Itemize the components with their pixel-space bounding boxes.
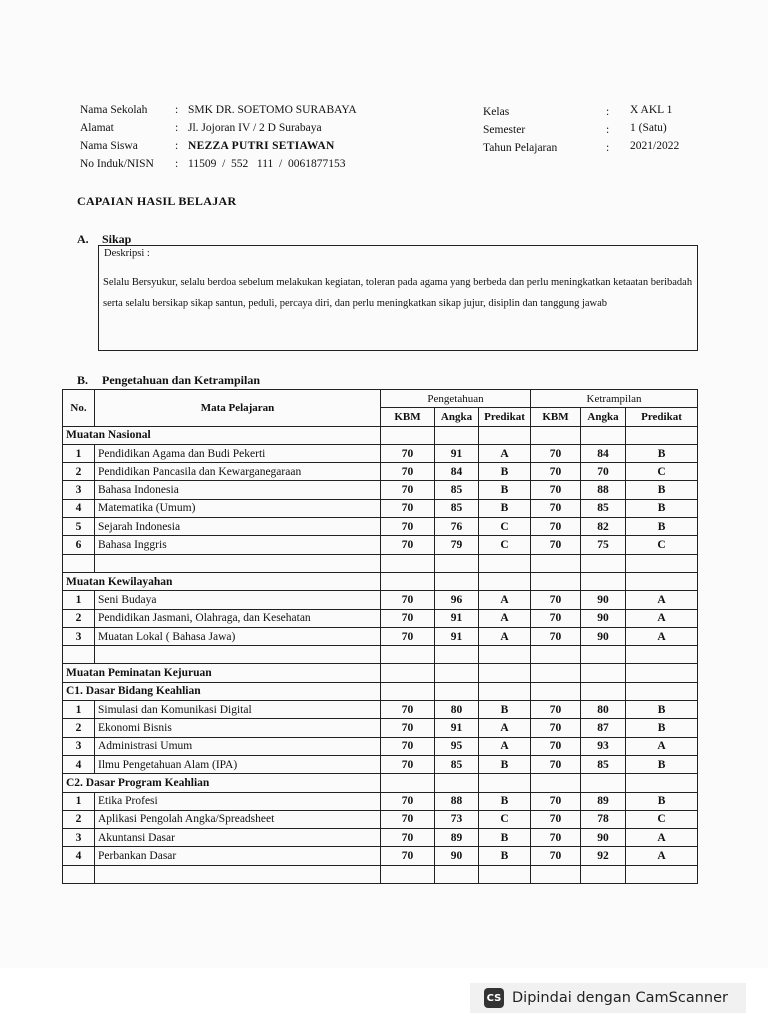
table-row bbox=[63, 499, 698, 517]
empty-cell bbox=[581, 664, 626, 682]
pengetahuan-predikat: B bbox=[479, 829, 531, 847]
empty-cell bbox=[95, 646, 381, 664]
empty-cell bbox=[435, 646, 479, 664]
row-number: 1 bbox=[63, 591, 95, 609]
empty-cell bbox=[381, 426, 435, 444]
pengetahuan-kbm: 70 bbox=[381, 518, 435, 536]
camscanner-icon: CS bbox=[484, 988, 504, 1008]
subject-name: Bahasa Indonesia bbox=[95, 481, 381, 499]
ketrampilan-kbm: 70 bbox=[531, 499, 581, 517]
subject-name: Etika Profesi bbox=[95, 792, 381, 810]
empty-cell bbox=[435, 664, 479, 682]
subject-name: Administrasi Umum bbox=[95, 737, 381, 755]
subject-name: Perbankan Dasar bbox=[95, 847, 381, 865]
description-text: Selalu Bersyukur, selalu berdoa sebelum melakukan kegiatan, toleran pada agama yang berbeda dan perlu meningkatkan ketaatan beribadah serta selalu bersikap sikap santun, peduli, percaya diri, dan perlu meningkatkan sikap jujur, disiplin dan tanggung jawab bbox=[103, 277, 693, 309]
ketrampilan-angka: 89 bbox=[581, 792, 626, 810]
pengetahuan-kbm: 70 bbox=[381, 536, 435, 554]
row-number: 3 bbox=[63, 627, 95, 645]
empty-cell bbox=[381, 865, 435, 883]
spacer-row bbox=[63, 865, 698, 883]
empty-cell bbox=[626, 682, 698, 700]
pengetahuan-kbm: 70 bbox=[381, 829, 435, 847]
ketrampilan-angka: 85 bbox=[581, 755, 626, 773]
table-row bbox=[63, 444, 698, 462]
pengetahuan-angka: 91 bbox=[435, 609, 479, 627]
subject-name: Pendidikan Jasmani, Olahraga, dan Kesehatan bbox=[95, 609, 381, 627]
ketrampilan-kbm: 70 bbox=[531, 719, 581, 737]
ketrampilan-predikat: A bbox=[626, 591, 698, 609]
ketrampilan-angka: 90 bbox=[581, 627, 626, 645]
empty-cell bbox=[381, 554, 435, 572]
ketrampilan-angka: 75 bbox=[581, 536, 626, 554]
pengetahuan-angka: 90 bbox=[435, 847, 479, 865]
student-info-right bbox=[483, 106, 713, 162]
table-row bbox=[63, 463, 698, 481]
ketrampilan-angka: 84 bbox=[581, 444, 626, 462]
empty-cell bbox=[95, 554, 381, 572]
pengetahuan-angka: 76 bbox=[435, 518, 479, 536]
ketrampilan-kbm: 70 bbox=[531, 536, 581, 554]
ketrampilan-angka: 78 bbox=[581, 810, 626, 828]
ketrampilan-kbm: 70 bbox=[531, 444, 581, 462]
empty-cell bbox=[381, 572, 435, 590]
empty-cell bbox=[381, 646, 435, 664]
empty-cell bbox=[479, 664, 531, 682]
pengetahuan-predikat: B bbox=[479, 755, 531, 773]
row-number: 1 bbox=[63, 701, 95, 719]
empty-cell bbox=[479, 646, 531, 664]
pengetahuan-angka: 80 bbox=[435, 701, 479, 719]
pengetahuan-predikat: B bbox=[479, 463, 531, 481]
empty-cell bbox=[435, 554, 479, 572]
category-row bbox=[63, 774, 698, 792]
row-number: 2 bbox=[63, 719, 95, 737]
empty-cell bbox=[581, 865, 626, 883]
empty-cell bbox=[531, 865, 581, 883]
spacer-row bbox=[63, 646, 698, 664]
sikap-description-box bbox=[98, 245, 698, 351]
ketrampilan-kbm: 70 bbox=[531, 810, 581, 828]
category-title: Muatan Peminatan Kejuruan bbox=[63, 664, 381, 682]
category-row bbox=[63, 682, 698, 700]
ketrampilan-angka: 88 bbox=[581, 481, 626, 499]
empty-cell bbox=[95, 865, 381, 883]
row-number: 1 bbox=[63, 444, 95, 462]
category-title: C2. Dasar Program Keahlian bbox=[63, 774, 381, 792]
camscanner-watermark bbox=[470, 983, 746, 1013]
ketrampilan-predikat: B bbox=[626, 792, 698, 810]
pengetahuan-predikat: A bbox=[479, 591, 531, 609]
empty-cell bbox=[581, 774, 626, 792]
student-info-left bbox=[80, 104, 420, 174]
table-row bbox=[63, 847, 698, 865]
category-row bbox=[63, 664, 698, 682]
empty-cell bbox=[531, 664, 581, 682]
separator: : bbox=[606, 124, 610, 136]
pengetahuan-predikat: A bbox=[479, 719, 531, 737]
header-no: No. bbox=[63, 390, 95, 427]
empty-cell bbox=[435, 682, 479, 700]
subject-name: Akuntansi Dasar bbox=[95, 829, 381, 847]
ketrampilan-predikat: B bbox=[626, 518, 698, 536]
label-no-induk: No Induk/NISN bbox=[80, 158, 154, 170]
value-alamat: Jl. Jojoran IV / 2 D Surabaya bbox=[188, 122, 322, 134]
spacer-row bbox=[63, 554, 698, 572]
pengetahuan-predikat: A bbox=[479, 737, 531, 755]
camscanner-text: Dipindai dengan CamScanner bbox=[512, 990, 729, 1006]
empty-cell bbox=[626, 646, 698, 664]
ketrampilan-kbm: 70 bbox=[531, 847, 581, 865]
empty-cell bbox=[626, 865, 698, 883]
table-row bbox=[63, 755, 698, 773]
value-nama-siswa: NEZZA PUTRI SETIAWAN bbox=[188, 140, 335, 152]
pengetahuan-kbm: 70 bbox=[381, 847, 435, 865]
ketrampilan-predikat: B bbox=[626, 481, 698, 499]
pengetahuan-kbm: 70 bbox=[381, 755, 435, 773]
value-tahun-pelajaran: 2021/2022 bbox=[630, 140, 680, 152]
category-row bbox=[63, 426, 698, 444]
row-number: 4 bbox=[63, 847, 95, 865]
pengetahuan-kbm: 70 bbox=[381, 737, 435, 755]
empty-cell bbox=[531, 774, 581, 792]
pengetahuan-kbm: 70 bbox=[381, 627, 435, 645]
row-number: 2 bbox=[63, 463, 95, 481]
row-number: 3 bbox=[63, 829, 95, 847]
grades-table bbox=[62, 389, 698, 884]
empty-cell bbox=[581, 682, 626, 700]
pengetahuan-angka: 96 bbox=[435, 591, 479, 609]
separator: : bbox=[606, 106, 610, 118]
label-nama-sekolah: Nama Sekolah bbox=[80, 104, 148, 116]
pengetahuan-kbm: 70 bbox=[381, 499, 435, 517]
ketrampilan-kbm: 70 bbox=[531, 701, 581, 719]
separator: : bbox=[606, 142, 610, 154]
pengetahuan-predikat: B bbox=[479, 481, 531, 499]
pengetahuan-kbm: 70 bbox=[381, 719, 435, 737]
section-b-heading bbox=[77, 373, 260, 388]
ketrampilan-predikat: B bbox=[626, 719, 698, 737]
ketrampilan-predikat: A bbox=[626, 627, 698, 645]
row-number: 5 bbox=[63, 518, 95, 536]
subject-name: Seni Budaya bbox=[95, 591, 381, 609]
ketrampilan-angka: 93 bbox=[581, 737, 626, 755]
ketrampilan-kbm: 70 bbox=[531, 737, 581, 755]
ketrampilan-predikat: B bbox=[626, 499, 698, 517]
ketrampilan-angka: 90 bbox=[581, 829, 626, 847]
pengetahuan-predikat: B bbox=[479, 792, 531, 810]
description-label: Deskripsi : bbox=[104, 248, 150, 259]
ketrampilan-kbm: 70 bbox=[531, 755, 581, 773]
pengetahuan-angka: 85 bbox=[435, 499, 479, 517]
row-number: 3 bbox=[63, 737, 95, 755]
empty-cell bbox=[435, 774, 479, 792]
empty-cell bbox=[479, 554, 531, 572]
empty-cell bbox=[581, 554, 626, 572]
empty-cell bbox=[381, 774, 435, 792]
section-a-title: Sikap bbox=[102, 232, 132, 246]
row-number: 2 bbox=[63, 609, 95, 627]
table-row bbox=[63, 737, 698, 755]
empty-cell bbox=[435, 865, 479, 883]
table-row bbox=[63, 627, 698, 645]
grades-table-body bbox=[63, 426, 698, 883]
section-b-number: B. bbox=[77, 373, 89, 387]
label-nama-siswa: Nama Siswa bbox=[80, 140, 138, 152]
value-no-induk: 11509 / 552 111 / 0061877153 bbox=[188, 158, 346, 170]
category-title: Muatan Kewilayahan bbox=[63, 572, 381, 590]
pengetahuan-kbm: 70 bbox=[381, 444, 435, 462]
ketrampilan-kbm: 70 bbox=[531, 829, 581, 847]
pengetahuan-predikat: C bbox=[479, 518, 531, 536]
ketrampilan-kbm: 70 bbox=[531, 627, 581, 645]
row-number: 4 bbox=[63, 499, 95, 517]
pengetahuan-predikat: A bbox=[479, 444, 531, 462]
ketrampilan-predikat: A bbox=[626, 609, 698, 627]
row-number: 3 bbox=[63, 481, 95, 499]
table-row bbox=[63, 591, 698, 609]
subject-name: Aplikasi Pengolah Angka/Spreadsheet bbox=[95, 810, 381, 828]
header-subject: Mata Pelajaran bbox=[95, 390, 381, 427]
subject-name: Sejarah Indonesia bbox=[95, 518, 381, 536]
table-row bbox=[63, 536, 698, 554]
empty-cell bbox=[626, 572, 698, 590]
header-k-kbm: KBM bbox=[531, 408, 581, 426]
row-number: 6 bbox=[63, 536, 95, 554]
empty-cell bbox=[531, 682, 581, 700]
empty-cell bbox=[581, 572, 626, 590]
header-p-kbm: KBM bbox=[381, 408, 435, 426]
ketrampilan-predikat: A bbox=[626, 737, 698, 755]
ketrampilan-predikat: A bbox=[626, 829, 698, 847]
label-alamat: Alamat bbox=[80, 122, 114, 134]
separator: : bbox=[175, 104, 179, 116]
separator: : bbox=[175, 158, 179, 170]
empty-cell bbox=[435, 572, 479, 590]
section-b-title: Pengetahuan dan Ketrampilan bbox=[102, 373, 261, 387]
pengetahuan-angka: 88 bbox=[435, 792, 479, 810]
row-number: 4 bbox=[63, 755, 95, 773]
pengetahuan-kbm: 70 bbox=[381, 591, 435, 609]
empty-cell bbox=[435, 426, 479, 444]
subject-name: Matematika (Umum) bbox=[95, 499, 381, 517]
empty-cell bbox=[581, 646, 626, 664]
pengetahuan-angka: 85 bbox=[435, 481, 479, 499]
ketrampilan-angka: 82 bbox=[581, 518, 626, 536]
pengetahuan-predikat: B bbox=[479, 499, 531, 517]
pengetahuan-predikat: A bbox=[479, 627, 531, 645]
table-row bbox=[63, 481, 698, 499]
pengetahuan-angka: 79 bbox=[435, 536, 479, 554]
ketrampilan-kbm: 70 bbox=[531, 591, 581, 609]
category-row bbox=[63, 572, 698, 590]
subject-name: Pendidikan Agama dan Budi Pekerti bbox=[95, 444, 381, 462]
empty-cell bbox=[479, 426, 531, 444]
subject-name: Bahasa Inggris bbox=[95, 536, 381, 554]
empty-cell bbox=[531, 426, 581, 444]
separator: : bbox=[175, 122, 179, 134]
pengetahuan-predikat: C bbox=[479, 810, 531, 828]
ketrampilan-kbm: 70 bbox=[531, 609, 581, 627]
empty-cell bbox=[626, 554, 698, 572]
ketrampilan-kbm: 70 bbox=[531, 518, 581, 536]
subject-name: Muatan Lokal ( Bahasa Jawa) bbox=[95, 627, 381, 645]
pengetahuan-kbm: 70 bbox=[381, 810, 435, 828]
table-row bbox=[63, 701, 698, 719]
empty-cell bbox=[63, 554, 95, 572]
pengetahuan-angka: 91 bbox=[435, 444, 479, 462]
value-kelas: X AKL 1 bbox=[630, 104, 673, 116]
page-title: CAPAIAN HASIL BELAJAR bbox=[77, 194, 237, 208]
pengetahuan-angka: 91 bbox=[435, 627, 479, 645]
separator: : bbox=[175, 140, 179, 152]
ketrampilan-angka: 80 bbox=[581, 701, 626, 719]
ketrampilan-predikat: A bbox=[626, 847, 698, 865]
table-row bbox=[63, 609, 698, 627]
ketrampilan-kbm: 70 bbox=[531, 481, 581, 499]
section-a-number: A. bbox=[77, 232, 89, 246]
ketrampilan-predikat: B bbox=[626, 701, 698, 719]
category-subtitle: C1. Dasar Bidang Keahlian bbox=[63, 682, 381, 700]
empty-cell bbox=[381, 682, 435, 700]
label-kelas: Kelas bbox=[483, 106, 510, 118]
empty-cell bbox=[581, 426, 626, 444]
ketrampilan-predikat: C bbox=[626, 536, 698, 554]
empty-cell bbox=[531, 572, 581, 590]
table-row bbox=[63, 792, 698, 810]
ketrampilan-predikat: C bbox=[626, 463, 698, 481]
subject-name: Pendidikan Pancasila dan Kewarganegaraan bbox=[95, 463, 381, 481]
label-tahun-pelajaran: Tahun Pelajaran bbox=[483, 142, 558, 154]
empty-cell bbox=[531, 554, 581, 572]
empty-cell bbox=[479, 865, 531, 883]
table-row bbox=[63, 829, 698, 847]
pengetahuan-kbm: 70 bbox=[381, 463, 435, 481]
header-ketrampilan: Ketrampilan bbox=[531, 390, 698, 408]
label-semester: Semester bbox=[483, 124, 526, 136]
ketrampilan-angka: 90 bbox=[581, 609, 626, 627]
pengetahuan-angka: 73 bbox=[435, 810, 479, 828]
pengetahuan-angka: 84 bbox=[435, 463, 479, 481]
pengetahuan-predikat: C bbox=[479, 536, 531, 554]
row-number: 2 bbox=[63, 810, 95, 828]
empty-cell bbox=[531, 646, 581, 664]
pengetahuan-predikat: B bbox=[479, 847, 531, 865]
empty-cell bbox=[479, 572, 531, 590]
empty-cell bbox=[63, 646, 95, 664]
ketrampilan-kbm: 70 bbox=[531, 463, 581, 481]
pengetahuan-predikat: B bbox=[479, 701, 531, 719]
table-row bbox=[63, 810, 698, 828]
row-number: 1 bbox=[63, 792, 95, 810]
table-row bbox=[63, 719, 698, 737]
pengetahuan-angka: 85 bbox=[435, 755, 479, 773]
header-p-angka: Angka bbox=[435, 408, 479, 426]
category-title: Muatan Nasional bbox=[63, 426, 381, 444]
subject-name: Ilmu Pengetahuan Alam (IPA) bbox=[95, 755, 381, 773]
empty-cell bbox=[479, 774, 531, 792]
pengetahuan-kbm: 70 bbox=[381, 701, 435, 719]
empty-cell bbox=[626, 426, 698, 444]
subject-name: Simulasi dan Komunikasi Digital bbox=[95, 701, 381, 719]
header-k-angka: Angka bbox=[581, 408, 626, 426]
ketrampilan-predikat: B bbox=[626, 444, 698, 462]
empty-cell bbox=[626, 664, 698, 682]
pengetahuan-kbm: 70 bbox=[381, 481, 435, 499]
pengetahuan-angka: 95 bbox=[435, 737, 479, 755]
value-nama-sekolah: SMK DR. SOETOMO SURABAYA bbox=[188, 104, 357, 116]
empty-cell bbox=[479, 682, 531, 700]
pengetahuan-angka: 91 bbox=[435, 719, 479, 737]
header-p-predikat: Predikat bbox=[479, 408, 531, 426]
header-k-predikat: Predikat bbox=[626, 408, 698, 426]
ketrampilan-angka: 85 bbox=[581, 499, 626, 517]
ketrampilan-angka: 90 bbox=[581, 591, 626, 609]
header-pengetahuan: Pengetahuan bbox=[381, 390, 531, 408]
ketrampilan-predikat: B bbox=[626, 755, 698, 773]
subject-name: Ekonomi Bisnis bbox=[95, 719, 381, 737]
pengetahuan-kbm: 70 bbox=[381, 609, 435, 627]
pengetahuan-predikat: A bbox=[479, 609, 531, 627]
empty-cell bbox=[63, 865, 95, 883]
ketrampilan-kbm: 70 bbox=[531, 792, 581, 810]
empty-cell bbox=[381, 664, 435, 682]
empty-cell bbox=[626, 774, 698, 792]
ketrampilan-angka: 87 bbox=[581, 719, 626, 737]
ketrampilan-angka: 70 bbox=[581, 463, 626, 481]
table-row bbox=[63, 518, 698, 536]
ketrampilan-predikat: C bbox=[626, 810, 698, 828]
value-semester: 1 (Satu) bbox=[630, 122, 667, 134]
pengetahuan-angka: 89 bbox=[435, 829, 479, 847]
ketrampilan-angka: 92 bbox=[581, 847, 626, 865]
pengetahuan-kbm: 70 bbox=[381, 792, 435, 810]
